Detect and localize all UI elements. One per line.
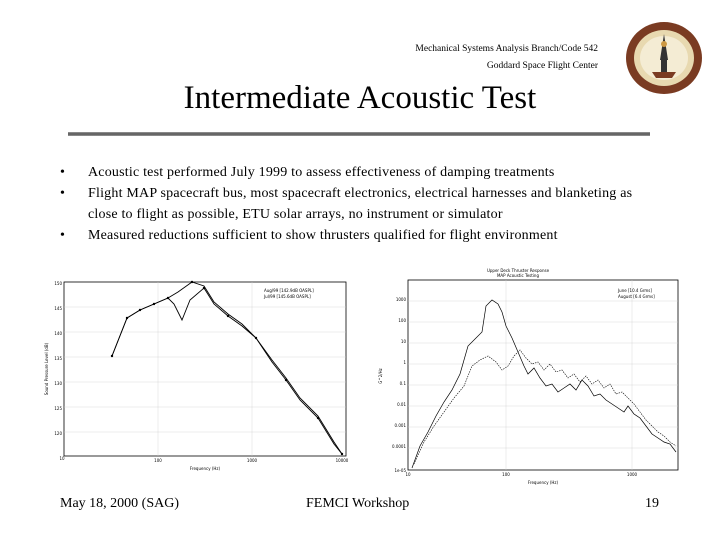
y-tick: 0.1 xyxy=(399,381,406,386)
legend-entry: Aug/99 [142.9dB OASPL] xyxy=(264,288,314,293)
y-tick: 130 xyxy=(54,381,62,386)
y-tick: 150 xyxy=(54,281,62,286)
bullet-text: Measured reductions sufficient to show thrusters qualified for flight environment xyxy=(88,228,558,243)
x-tick: 10 xyxy=(405,472,411,477)
y-axis-label: Sound Pressure Level (dB) xyxy=(44,342,49,396)
plot-subtitle: MAP Acoustic Testing xyxy=(496,273,540,278)
y-tick: 100 xyxy=(398,318,406,323)
legend-entry: Jul/99 [145.6dB OASPL] xyxy=(264,294,311,299)
x-tick: 1000 xyxy=(626,472,638,477)
bullet-item xyxy=(60,162,660,183)
y-tick: 1 xyxy=(403,360,406,365)
x-tick: 100 xyxy=(502,472,510,477)
footer-workshop: FEMCI Workshop xyxy=(306,496,410,511)
x-tick: 1000 xyxy=(246,458,258,463)
bullet-item xyxy=(60,183,660,225)
x-axis-label: Frequency (Hz) xyxy=(189,466,221,471)
x-tick: 100 xyxy=(154,458,162,463)
x-tick: 10 xyxy=(59,456,65,461)
bullet-item xyxy=(60,225,660,246)
y-tick: 1000 xyxy=(395,297,406,302)
org-line-branch: Mechanical Systems Analysis Branch/Code 542 xyxy=(415,44,598,54)
plot-title: Upper Deck Thruster Response xyxy=(486,268,550,273)
x-tick: 10000 xyxy=(335,458,349,463)
legend-entry: August [6.4 Grms] xyxy=(618,294,655,299)
y-tick: 125 xyxy=(54,406,62,411)
spl-spectrum-plot xyxy=(42,268,358,472)
footer-date: May 18, 2000 (SAG) xyxy=(60,496,179,511)
bullet-marker: • xyxy=(60,228,66,243)
y-tick: 135 xyxy=(54,356,62,361)
y-axis-label: G^2/Hz xyxy=(378,368,383,384)
y-tick: 0.001 xyxy=(394,423,406,428)
bullet-list xyxy=(60,162,660,246)
org-line-center: Goddard Space Flight Center xyxy=(486,61,598,71)
thruster-response-plot xyxy=(368,266,690,488)
bullet-marker: • xyxy=(60,165,66,180)
y-tick: 0.01 xyxy=(397,402,406,407)
footer-page-number: 19 xyxy=(645,496,659,511)
bullet-text: Acoustic test performed July 1999 to assess effectiveness of damping treatments xyxy=(88,165,555,180)
title-rule xyxy=(68,132,650,136)
y-tick: 10 xyxy=(400,339,406,344)
slide-title: Intermediate Acoustic Test xyxy=(183,80,537,116)
y-tick: 120 xyxy=(54,431,62,436)
y-tick: 145 xyxy=(54,306,62,311)
bullet-text: Flight MAP spacecraft bus, most spacecraft electronics, electrical harnesses and blanketing as close to flight as possible, ETU solar arrays, no instrument or simulator xyxy=(88,186,633,222)
legend-entry: June [10.4 Grms] xyxy=(618,288,652,293)
y-tick: 1e-05 xyxy=(394,468,406,473)
x-axis-label: Frequency (Hz) xyxy=(527,480,559,485)
y-tick: 140 xyxy=(54,331,62,336)
bullet-marker: • xyxy=(60,186,66,201)
y-tick: 0.0001 xyxy=(392,444,406,449)
